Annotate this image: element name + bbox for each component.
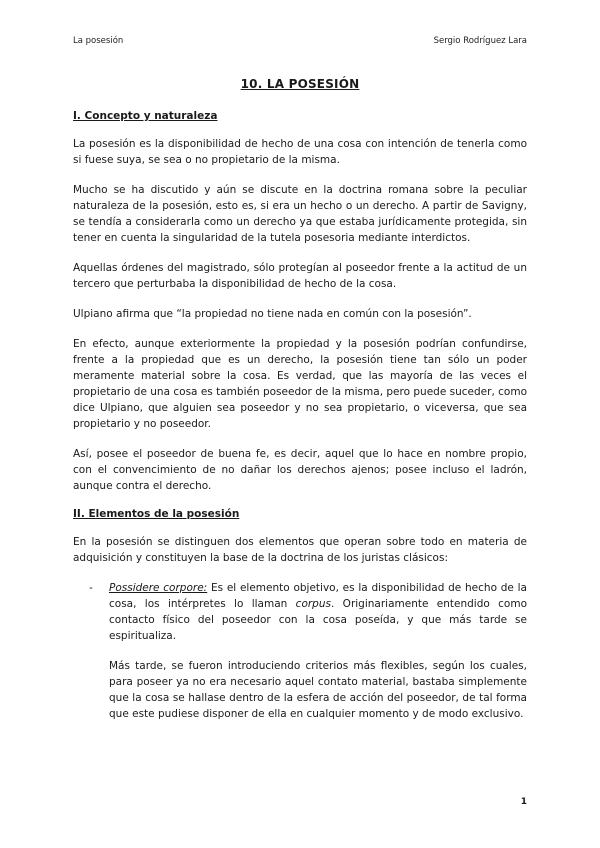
list-item-text: . Originariamente entendido como contacto físico del poseedor con la cosa poseída, y que más tarde se espiritualiza.: [109, 598, 528, 642]
document-body: [73, 110, 527, 736]
list-item-text: Es el elemento objetivo, es la disponibilidad de hecho de la cosa, los intérpretes lo llaman: [109, 582, 527, 610]
list-item-paragraph: Más tarde, se fueron introduciendo criterios más flexibles, según los cuales, para poseer ya no era necesario aquel contato material, bastaba simplemente que la cosa se hallase dentro de la esfera de acción del poseedor, de tal forma que este pudiese disponer de ella en cualquier momento y de modo exclusivo.: [109, 660, 527, 720]
header-left: La posesión: [73, 36, 124, 46]
page-number: 1: [520, 797, 527, 807]
paragraph: Así, posee el poseedor de buena fe, es decir, aquel que lo hace en nombre propio, con el convencimiento de no dañar los derechos ajenos; posee incluso el ladrón, aunque contra el derecho.: [73, 448, 527, 492]
section-heading-elementos: II. Elementos de la posesión: [73, 508, 240, 520]
section-heading-concepto: I. Concepto y naturaleza: [73, 110, 218, 122]
term-possidere-corpore: Possidere corpore:: [109, 582, 208, 594]
term-corpus: corpus: [295, 598, 331, 610]
list-dash: -: [89, 582, 93, 594]
paragraph: En la posesión se distinguen dos elementos que operan sobre todo en materia de adquisición y constituyen la base de la doctrina de los juristas clásicos:: [73, 536, 527, 564]
list-item-paragraph: [109, 580, 527, 644]
list-item: [73, 580, 527, 722]
page-title: 10. LA POSESIÓN: [240, 77, 360, 91]
header-right: Sergio Rodríguez Lara: [433, 36, 527, 46]
paragraph: Ulpiano afirma que “la propiedad no tiene nada en común con la posesión”.: [73, 308, 472, 320]
paragraph: En efecto, aunque exteriormente la propiedad y la posesión podrían confundirse, frente a la propiedad que es un derecho, la posesión tiene tan sólo un poder meramente material sobre la cosa. Es verdad, que las mayoría de las veces el propietario de una cosa es también poseedor de la misma, pero puede suceder, como dice Ulpiano, que alguien sea poseedor y no sea propietario, o viceversa, que sea propietario y no poseedor.: [73, 338, 527, 430]
paragraph: Aquellas órdenes del magistrado, sólo protegían al poseedor frente a la actitud de un tercero que perturbaba la disponibilidad de hecho de la cosa.: [73, 262, 527, 290]
paragraph: La posesión es la disponibilidad de hecho de una cosa con intención de tenerla como si fuese suya, se sea o no propietario de la misma.: [73, 138, 527, 166]
elements-list: [73, 580, 527, 722]
paragraph: Mucho se ha discutido y aún se discute en la doctrina romana sobre la peculiar naturaleza de la posesión, esto es, si era un hecho o un derecho. A partir de Savigny, se tendía a considerarla como un derecho ya que estaba jurídicamente protegida, sin tener en cuenta la singularidad de la tutela posesoria mediante interdictos.: [73, 184, 527, 244]
